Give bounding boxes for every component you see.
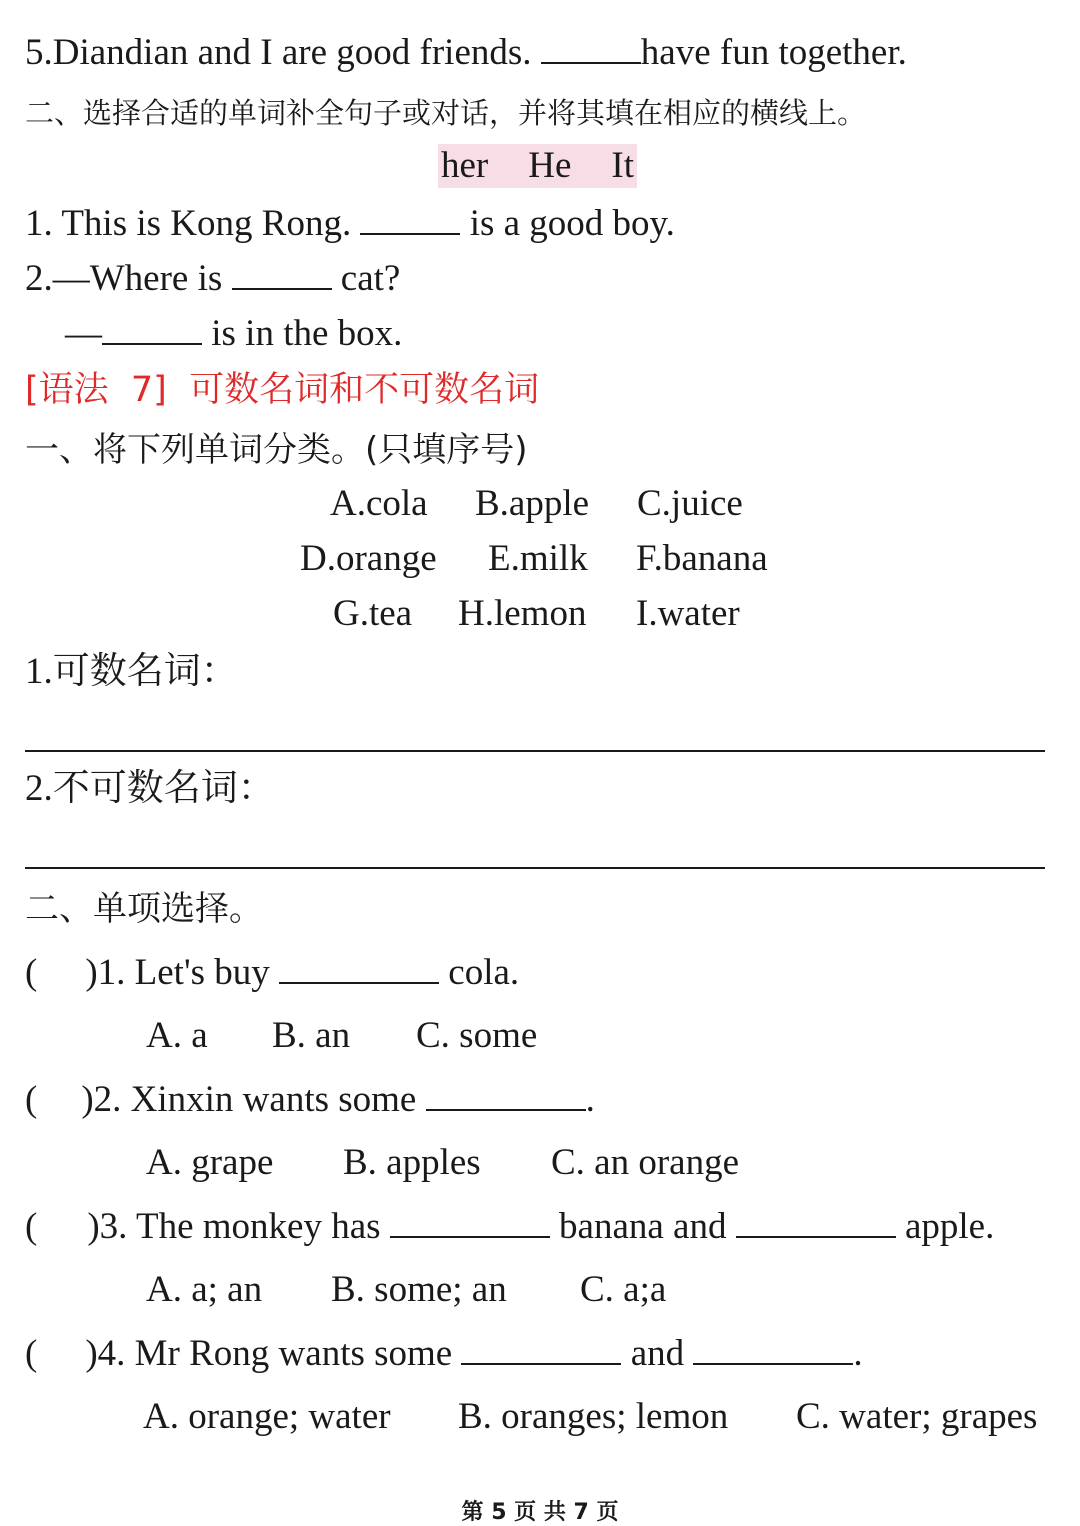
word-bank-item: It: [611, 145, 635, 186]
section-heading-choice: 二、单项选择。: [25, 889, 263, 929]
word-option: E.milk: [488, 538, 588, 579]
countable-label: 1.可数名词：: [25, 651, 238, 692]
option-c: C. some: [416, 1015, 538, 1056]
section-heading-fill: 二、选择合适的单词补全句子或对话，并将其填在相应的横线上。: [25, 96, 867, 130]
option-b: B. some; an: [331, 1269, 507, 1310]
page-number: 第 5 页 共 7 页: [461, 1500, 619, 1525]
word-option: I.water: [636, 593, 740, 634]
choice-question-4: ( )4. Mr Rong wants some and .: [25, 1329, 863, 1376]
option-a: A. grape: [146, 1142, 274, 1183]
option-c: C. an orange: [551, 1142, 740, 1183]
option-c: C. water; grapes: [796, 1396, 1038, 1437]
option-b: B. apples: [343, 1142, 481, 1183]
grammar-title: [语法 7] 可数名词和不可数名词: [25, 370, 540, 410]
answer-blank[interactable]: [541, 28, 641, 64]
word-bank-item: He: [528, 145, 572, 186]
choice-question-2: ( )2. Xinxin wants some .: [25, 1075, 595, 1122]
fill-question-1: 1. This is Kong Rong. is a good boy.: [25, 199, 675, 246]
answer-blank[interactable]: [461, 1329, 621, 1365]
answer-blank[interactable]: [232, 254, 332, 290]
uncountable-label: 2.不可数名词：: [25, 768, 275, 809]
choice-question-3: ( )3. The monkey has banana and apple.: [25, 1202, 994, 1249]
option-a: A. a; an: [146, 1269, 263, 1310]
option-b: B. oranges; lemon: [458, 1396, 729, 1437]
answer-blank[interactable]: [693, 1329, 853, 1365]
word-option: H.lemon: [458, 593, 587, 634]
answer-blank[interactable]: [390, 1202, 550, 1238]
fill-question-2-answer: — is in the box.: [65, 309, 402, 356]
word-option: G.tea: [333, 593, 413, 634]
fill-question-2: 2.—Where is cat?: [25, 254, 400, 301]
word-option: C.juice: [637, 483, 743, 524]
word-option: A.cola: [330, 483, 428, 524]
answer-blank[interactable]: [279, 948, 439, 984]
question-5: 5.Diandian and I are good friends. have fun together.: [25, 28, 907, 75]
choice-question-1: ( )1. Let's buy cola.: [25, 948, 519, 995]
word-bank-item: her: [441, 145, 489, 186]
option-c: C. a;a: [580, 1269, 667, 1310]
answer-blank[interactable]: [360, 199, 460, 235]
word-option: B.apple: [475, 483, 590, 524]
answer-blank[interactable]: [736, 1202, 896, 1238]
answer-blank[interactable]: [102, 309, 202, 345]
answer-blank[interactable]: [426, 1075, 586, 1111]
word-option: F.banana: [636, 538, 768, 579]
option-a: A. a: [146, 1015, 208, 1056]
word-bank: [438, 144, 637, 188]
uncountable-answer-line[interactable]: [25, 867, 1045, 869]
section-heading-classify: 一、将下列单词分类。(只填序号): [25, 430, 528, 470]
countable-answer-line[interactable]: [25, 750, 1045, 752]
option-b: B. an: [272, 1015, 351, 1056]
word-option: D.orange: [300, 538, 437, 579]
option-a: A. orange; water: [143, 1396, 391, 1437]
